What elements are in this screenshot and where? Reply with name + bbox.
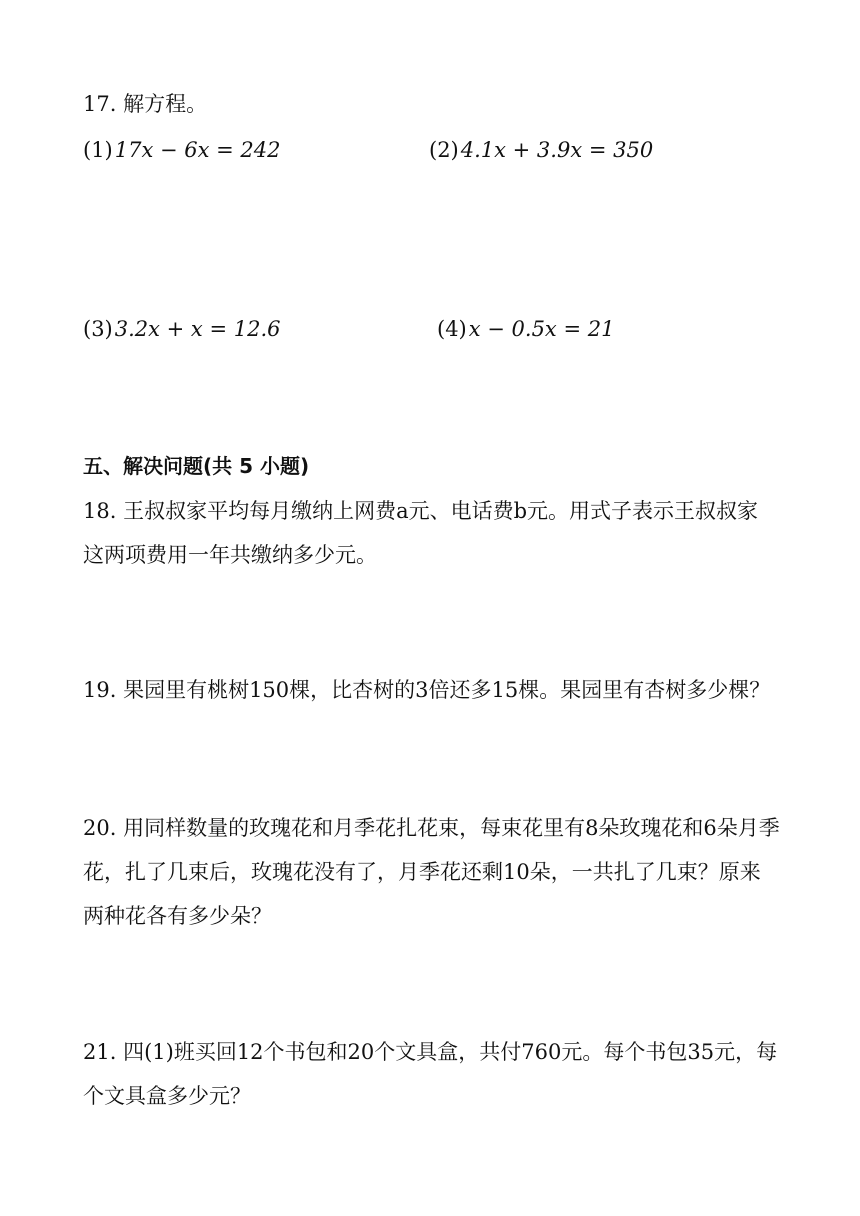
equation-expression: 3.2x + x = 12.6 [114, 317, 281, 341]
question-20-line-3: 两种花各有多少朵？ [83, 904, 272, 928]
equation-number: (2) [429, 138, 459, 162]
question-18-line-2: 这两项费用一年共缴纳多少元。 [83, 543, 377, 567]
equation-2 [429, 135, 653, 165]
question-19-line-1: 19. 果园里有桃树150棵，比杏树的3倍还多15棵。果园里有杏树多少棵？ [83, 678, 771, 702]
question-21-line-2: 个文具盒多少元？ [83, 1084, 251, 1108]
equation-expression: 17x − 6x = 242 [114, 138, 281, 162]
question-21-line-1: 21. 四(1)班买回12个书包和20个文具盒，共付760元。每个书包35元，每 [83, 1040, 778, 1064]
equation-3 [83, 314, 280, 344]
equation-4 [437, 314, 614, 344]
equation-expression: 4.1x + 3.9x = 350 [460, 138, 654, 162]
equation-1 [83, 135, 281, 165]
equation-number: (1) [83, 138, 113, 162]
question-18-line-1: 18. 王叔叔家平均每月缴纳上网费a元、电话费b元。用式子表示王叔叔家 [83, 499, 759, 523]
equation-number: (4) [437, 317, 467, 341]
equation-number: (3) [83, 317, 113, 341]
question-20-line-2: 花，扎了几束后，玫瑰花没有了，月季花还剩10朵，一共扎了几束？原来 [83, 860, 761, 884]
equation-expression: x − 0.5x = 21 [468, 317, 615, 341]
section-heading: 五、解决问题(共 5 小题) [83, 454, 310, 478]
question-20-line-1: 20. 用同样数量的玫瑰花和月季花扎花束，每束花里有8朵玫瑰花和6朵月季 [83, 816, 780, 840]
question-17-title: 17. 解方程。 [83, 92, 208, 116]
